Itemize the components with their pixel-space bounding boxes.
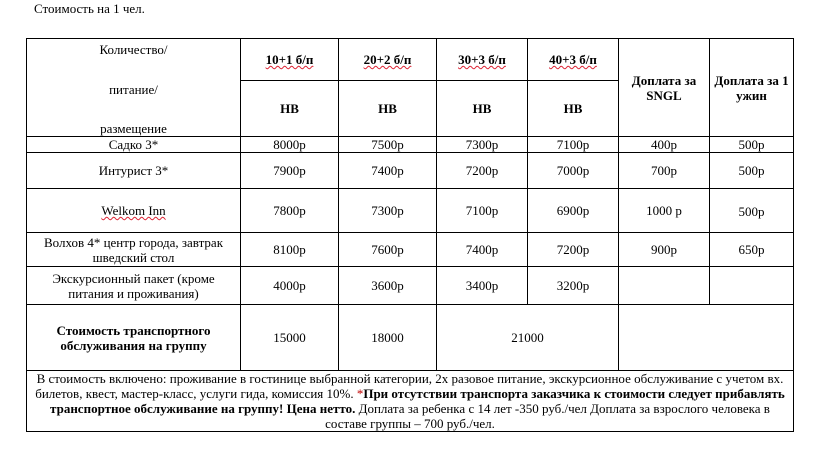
sngl-cell: 900р xyxy=(619,233,710,267)
meal-label: НВ xyxy=(528,81,619,137)
price-cell: 7500р xyxy=(339,137,437,153)
table-header-row xyxy=(27,39,794,81)
price-cell: 7100р xyxy=(528,137,619,153)
price-table xyxy=(26,38,794,432)
dinner-cell: 500р xyxy=(710,189,794,233)
note-asterisk: * xyxy=(356,386,364,401)
transport-price: 15000 xyxy=(241,305,339,371)
price-cell: 6900р xyxy=(528,189,619,233)
price-cell: 7200р xyxy=(437,153,528,189)
transport-price: 21000 xyxy=(437,305,619,371)
price-cell: 4000р xyxy=(241,267,339,305)
price-cell: 7200р xyxy=(528,233,619,267)
hotel-name: Волхов 4* центр города, завтрак шведский стол xyxy=(27,233,241,267)
price-cell: 7400р xyxy=(437,233,528,267)
group-header: 40+3 б/п xyxy=(528,39,619,81)
price-cell: 3400р xyxy=(437,267,528,305)
group-header: 10+1 б/п xyxy=(241,39,339,81)
note-cell xyxy=(27,371,794,432)
hotel-name: Интурист 3* xyxy=(27,153,241,189)
dinner-header: Доплата за 1 ужин xyxy=(710,39,794,137)
hotel-row xyxy=(27,153,794,189)
price-cell: 3600р xyxy=(339,267,437,305)
note-bold-text: При отсутствии транспорта заказчика к стоимости следует прибавлять транспортное обслуживание на группу! Цена нетто. xyxy=(50,386,785,416)
empty-cell xyxy=(710,267,794,305)
hotel-name xyxy=(27,189,241,233)
price-cell: 7600р xyxy=(339,233,437,267)
corner-line-meals: питание/ xyxy=(109,82,158,97)
empty-cell xyxy=(619,267,710,305)
price-cell: 7300р xyxy=(437,137,528,153)
hotel-row xyxy=(27,137,794,153)
price-caption: Стоимость на 1 чел. xyxy=(34,1,145,16)
excursion-name: Экскурсионный пакет (кроме питания и проживания) xyxy=(27,267,241,305)
meal-label: НВ xyxy=(241,81,339,137)
price-cell: 8100р xyxy=(241,233,339,267)
note-surcharge-text: Доплата за ребенка с 14 лет -350 руб./чел Доплата за взрослого человека в составе группы – 700 руб./чел. xyxy=(325,401,770,431)
price-cell: 7000р xyxy=(528,153,619,189)
transport-row xyxy=(27,305,794,371)
transport-name: Стоимость транспортного обслуживания на группу xyxy=(27,305,241,371)
empty-cell xyxy=(619,305,794,371)
hotel-name-text: Welkom Inn xyxy=(101,203,166,218)
sngl-cell: 400р xyxy=(619,137,710,153)
group-header: 20+2 б/п xyxy=(339,39,437,81)
meal-label: НВ xyxy=(437,81,528,137)
dinner-cell: 500р xyxy=(710,153,794,189)
price-cell: 7300р xyxy=(339,189,437,233)
price-cell: 3200р xyxy=(528,267,619,305)
price-cell: 7900р xyxy=(241,153,339,189)
hotel-name: Садко 3* xyxy=(27,137,241,153)
meal-label: НВ xyxy=(339,81,437,137)
transport-price: 18000 xyxy=(339,305,437,371)
dinner-cell: 500р xyxy=(710,137,794,153)
dinner-cell: 650р xyxy=(710,233,794,267)
price-cell: 7400р xyxy=(339,153,437,189)
sngl-cell: 1000 р xyxy=(619,189,710,233)
group-header: 30+3 б/п xyxy=(437,39,528,81)
sngl-cell: 700р xyxy=(619,153,710,189)
corner-line-quantity: Количество/ xyxy=(99,42,168,57)
hotel-row xyxy=(27,233,794,267)
price-cell: 7100р xyxy=(437,189,528,233)
excursion-row xyxy=(27,267,794,305)
corner-header-cell xyxy=(27,39,241,137)
note-text: В стоимость включено: проживание в гостинице выбранной категории, 2х разовое питание, экскурсионное обслуживание с учетом вх. билетов, квест, мастер-класс, услуги гида, комиссия 10%. xyxy=(35,371,784,401)
sngl-header: Доплата за SNGL xyxy=(619,39,710,137)
price-cell: 7800р xyxy=(241,189,339,233)
corner-line-accommodation: размещение xyxy=(100,121,167,136)
price-cell: 8000р xyxy=(241,137,339,153)
hotel-row xyxy=(27,189,794,233)
note-row xyxy=(27,371,794,432)
